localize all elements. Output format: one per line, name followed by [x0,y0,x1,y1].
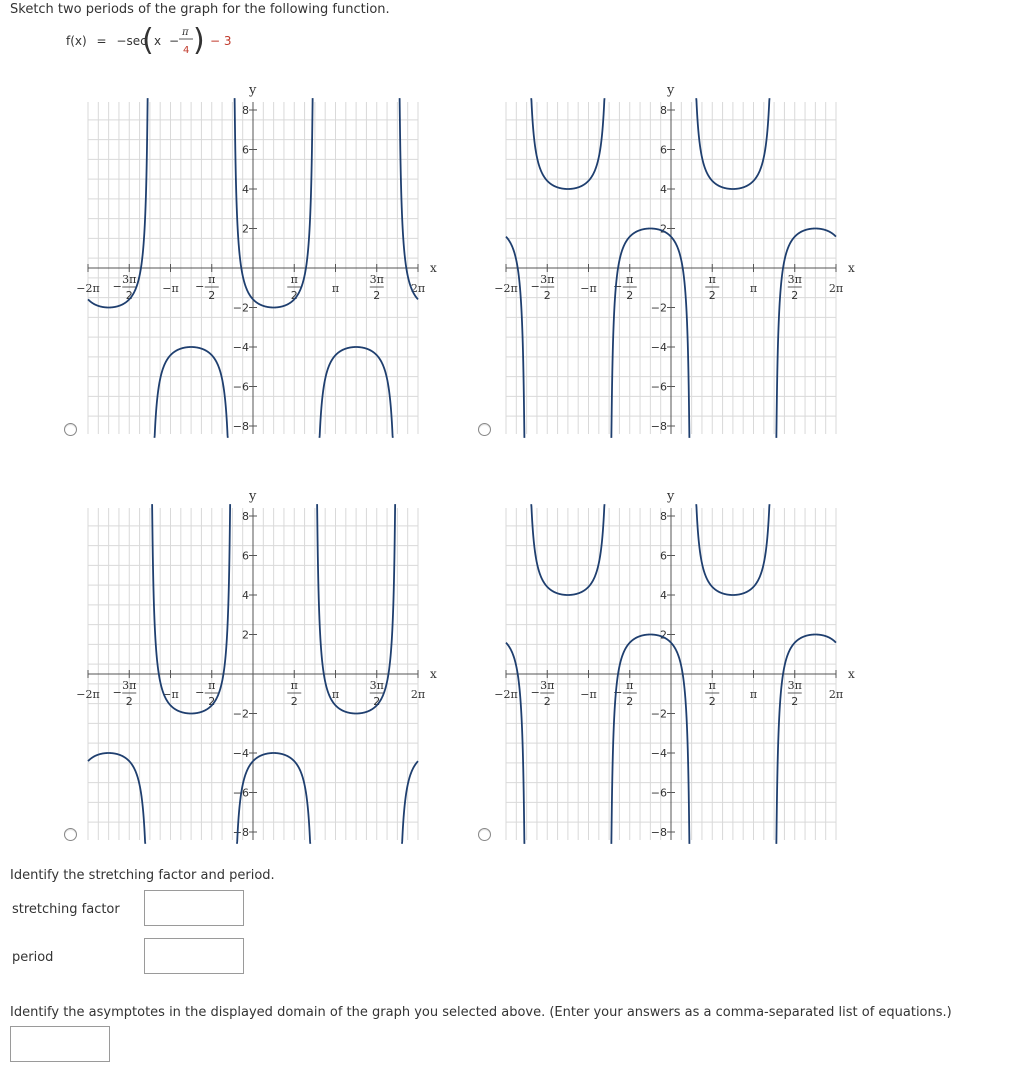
x-tick-minus: − [195,280,205,293]
y-tick-label: 4 [660,183,667,196]
x-tick-den: 2 [791,289,799,302]
curve-branch [776,635,836,844]
graph-option-d [490,486,920,846]
y-tick-label: 4 [242,183,249,196]
stretching-factor-input[interactable] [144,890,244,926]
y-tick-label: 4 [660,589,667,602]
x-tick-label: 2π [410,688,426,701]
period-label: period [12,950,54,965]
x-tick-minus: − [613,280,623,293]
y-tick-label: −8 [232,826,249,839]
curve-branch [88,753,145,844]
y-tick-label: 8 [660,510,667,523]
curve-branch [776,229,836,438]
x-tick-den: 2 [791,695,799,708]
y-tick-label: −6 [232,380,249,394]
x-tick-num: π [208,273,216,286]
y-tick-label: 8 [660,104,667,117]
x-tick-num: π [708,679,716,692]
prompt-text: Sketch two periods of the graph for the following function. [10,2,390,17]
y-tick-label: 6 [242,549,249,563]
x-tick-den: 2 [208,695,216,708]
x-tick-minus: − [112,686,122,699]
x-tick-minus: − [613,686,623,699]
y-tick-label: −6 [650,380,667,394]
x-tick-den: 2 [290,695,298,708]
open-paren: ( [142,26,154,58]
graph-option-b [490,80,920,440]
question-asymptotes: Identify the asymptotes in the displayed domain of the graph you selected above. (Enter your answers as a comma-separated list of equations.) [10,1005,952,1020]
func-eq: = [96,34,107,48]
x-axis-label: x [848,261,855,275]
period-input[interactable] [144,938,244,974]
x-tick-num: 3π [787,679,802,692]
question-stretch-period: Identify the stretching factor and period. [10,868,275,883]
x-tick-num: 3π [787,273,802,286]
x-tick-den: 2 [626,289,634,302]
x-tick-den: 2 [125,289,133,302]
x-tick-den: 2 [708,695,716,708]
x-axis-label: x [430,261,437,275]
y-tick-label: −2 [232,707,249,721]
x-tick-label: 2π [828,282,844,295]
radio-option-d[interactable] [478,828,491,841]
graph-option-c [72,486,502,846]
x-tick-den: 2 [543,289,551,302]
x-tick-num: π [208,679,216,692]
y-tick-label: 6 [660,549,667,563]
y-tick-label: −2 [650,301,667,315]
func-shift: − 3 [210,34,232,48]
curve-branch [88,98,148,307]
svg-text:x − [154,34,179,48]
x-tick-label: π [749,688,758,701]
x-tick-minus: − [530,280,540,293]
frac-num: π [182,27,189,38]
radio-option-a[interactable] [64,423,77,436]
func-lhs: f(x) [66,34,87,48]
x-tick-num: π [708,273,716,286]
y-tick-label: 6 [242,143,249,157]
x-tick-label: −π [162,688,179,701]
asymptotes-input[interactable] [10,1026,110,1062]
x-tick-num: 3π [122,273,137,286]
x-tick-num: 3π [540,679,555,692]
y-axis-label: y [667,489,675,504]
close-paren: ) [193,26,205,58]
y-tick-label: −8 [650,420,667,433]
x-tick-label: −π [580,282,597,295]
y-tick-label: −4 [650,341,667,354]
x-tick-num: π [626,273,634,286]
x-axis-label: x [430,667,437,681]
x-tick-den: 2 [543,695,551,708]
y-tick-label: −2 [650,707,667,721]
y-tick-label: 2 [242,222,249,236]
x-tick-den: 2 [708,289,716,302]
y-tick-label: −4 [650,747,667,760]
y-tick-label: −8 [232,420,249,433]
y-tick-label: 6 [660,143,667,157]
y-axis-label: y [667,83,675,98]
graph-option-a [72,80,502,440]
radio-option-c[interactable] [64,828,77,841]
x-tick-num: 3π [540,273,555,286]
x-tick-num: π [626,679,634,692]
stretching-factor-label: stretching factor [12,902,120,917]
x-tick-label: −2π [494,282,518,295]
x-tick-minus: − [112,280,122,293]
y-tick-label: 2 [242,628,249,642]
x-tick-num: 3π [122,679,137,692]
func-sec: −sec [116,34,147,48]
x-tick-den: 2 [208,289,216,302]
func-minus: − [168,34,179,48]
x-tick-den: 2 [373,289,381,302]
y-tick-label: −6 [232,786,249,800]
x-tick-minus: − [195,686,205,699]
x-tick-label: 2π [410,282,426,295]
frac-den: 4 [183,45,190,56]
radio-option-b[interactable] [478,423,491,436]
y-axis-label: y [249,489,257,504]
y-tick-label: −4 [232,341,249,354]
y-tick-label: −2 [232,301,249,315]
x-tick-label: −2π [494,688,518,701]
func-x: x [154,34,162,48]
x-tick-minus: − [530,686,540,699]
x-tick-label: −π [162,282,179,295]
svg-text:f(x) = −sec [66,34,147,48]
x-tick-den: 2 [373,695,381,708]
x-tick-label: −2π [76,282,100,295]
function-expression [66,26,286,68]
y-tick-label: −4 [232,747,249,760]
y-tick-label: −6 [650,786,667,800]
x-tick-num: π [290,679,298,692]
x-tick-label: 2π [828,688,844,701]
x-tick-label: π [331,282,340,295]
y-tick-label: −8 [650,826,667,839]
x-tick-num: 3π [369,679,384,692]
x-tick-label: π [749,282,758,295]
y-tick-label: 8 [242,104,249,117]
x-axis-label: x [848,667,855,681]
x-tick-label: −π [580,688,597,701]
x-tick-num: π [290,273,298,286]
y-axis-label: y [249,83,257,98]
y-tick-label: 8 [242,510,249,523]
x-tick-num: 3π [369,273,384,286]
x-tick-den: 2 [290,289,298,302]
y-tick-label: 4 [242,589,249,602]
x-tick-den: 2 [626,695,634,708]
y-tick-label: 2 [660,628,667,642]
x-tick-label: −2π [76,688,100,701]
x-tick-label: π [331,688,340,701]
y-tick-label: 2 [660,222,667,236]
x-tick-den: 2 [125,695,133,708]
